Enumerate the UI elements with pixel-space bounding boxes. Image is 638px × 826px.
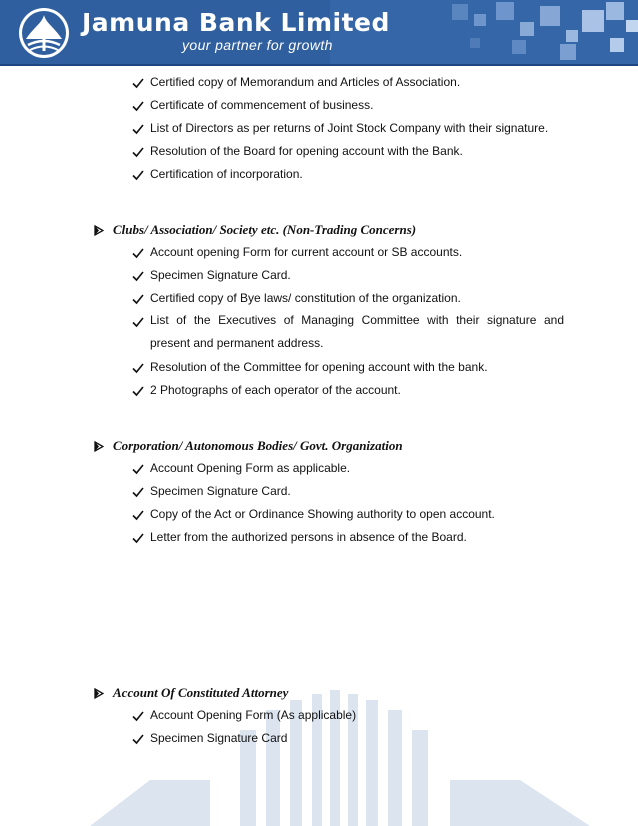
checkmark-icon [132, 733, 144, 745]
list-item: List of the Executives of Managing Committee with their signature and present and permanent address. [150, 313, 564, 350]
checkmark-icon [132, 100, 144, 112]
list-item: Letter from the authorized persons in absence of the Board. [150, 530, 467, 544]
checkmark-icon [132, 362, 144, 374]
list-item: Certification of incorporation. [150, 167, 303, 181]
checkmark-icon [132, 247, 144, 259]
bank-tagline: your partner for growth [182, 37, 333, 53]
list-item: Account Opening Form (As applicable) [150, 708, 357, 722]
checkmark-icon [132, 463, 144, 475]
list-item: Certificate of commencement of business. [150, 98, 374, 112]
arrow-bullet-icon [94, 688, 104, 699]
list-item: Account opening Form for current account or SB accounts. [150, 245, 463, 259]
list-item: Specimen Signature Card. [150, 268, 291, 282]
checkmark-icon [132, 77, 144, 89]
checkmark-icon [132, 316, 144, 328]
bank-name: Jamuna Bank Limited [82, 8, 390, 37]
section-heading: Corporation/ Autonomous Bodies/ Govt. Organization [113, 438, 403, 453]
checkmark-icon [132, 710, 144, 722]
arrow-bullet-icon [94, 225, 104, 236]
list-item: Copy of the Act or Ordinance Showing authority to open account. [150, 507, 495, 521]
checkmark-icon [132, 169, 144, 181]
list-item: Specimen Signature Card. [150, 484, 291, 498]
list-item: List of Directors as per returns of Joint Stock Company with their signature. [150, 121, 549, 135]
checkmark-icon [132, 486, 144, 498]
list-item: Specimen Signature Card [150, 731, 288, 745]
list-item: Account Opening Form as applicable. [150, 461, 351, 475]
section-heading: Clubs/ Association/ Society etc. (Non-Trading Concerns) [113, 222, 417, 237]
list-item: Resolution of the Committee for opening account with the bank. [150, 360, 488, 374]
checkmark-icon [132, 123, 144, 135]
arrow-bullet-icon [94, 441, 104, 452]
list-item: Resolution of the Board for opening account with the Bank. [150, 144, 463, 158]
checkmark-icon [132, 270, 144, 282]
section-heading: Account Of Constituted Attorney [113, 685, 289, 700]
list-item: 2 Photographs of each operator of the account. [150, 383, 401, 397]
checkmark-icon [132, 385, 144, 397]
checkmark-icon [132, 532, 144, 544]
checkmark-icon [132, 509, 144, 521]
checkmark-icon [132, 146, 144, 158]
checkmark-icon [132, 293, 144, 305]
list-item: Certified copy of Bye laws/ constitution of the organization. [150, 291, 461, 305]
list-item: Certified copy of Memorandum and Articles of Association. [150, 75, 461, 89]
